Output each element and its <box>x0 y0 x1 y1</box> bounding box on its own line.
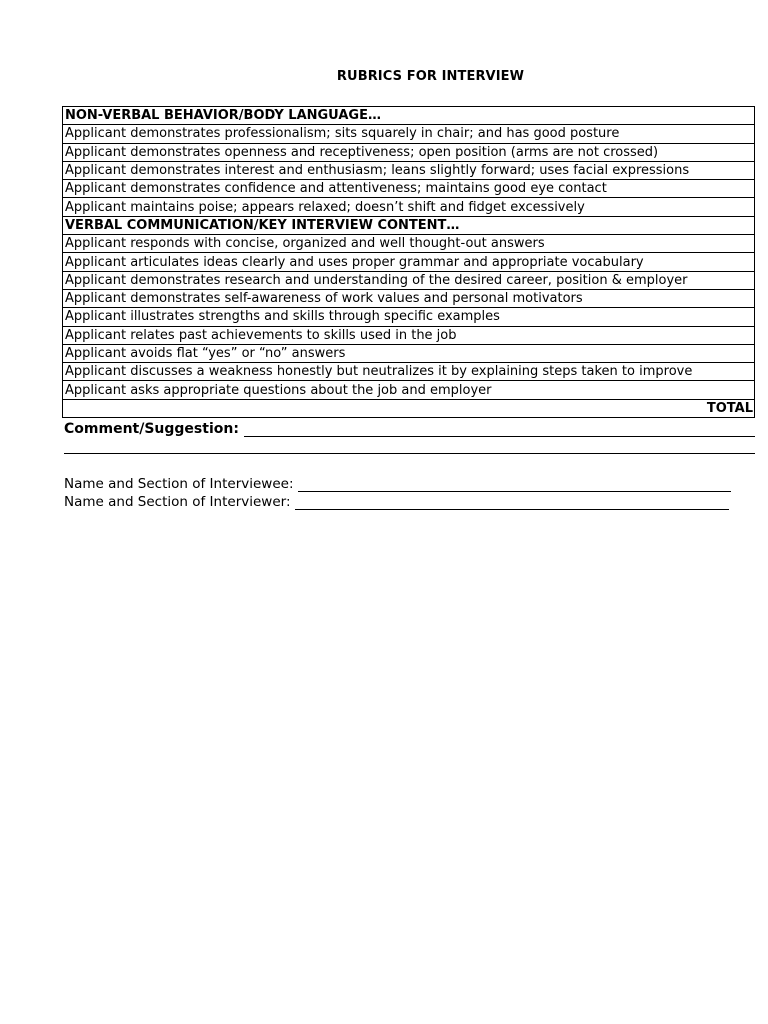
rubric-row <box>63 363 755 381</box>
interviewer-blank-line[interactable] <box>295 496 729 510</box>
interviewer-signature-field <box>64 493 729 510</box>
rubric-total-row <box>63 399 755 417</box>
comment-blank-line-2[interactable] <box>64 453 755 454</box>
document-title: RUBRICS FOR INTERVIEW <box>336 69 525 84</box>
rubric-total-label: TOTAL <box>63 399 755 417</box>
rubric-row <box>63 125 755 143</box>
rubric-criterion: Applicant asks appropriate questions about the job and employer <box>63 381 755 399</box>
comment-section <box>64 419 755 437</box>
rubric-criterion: Applicant demonstrates self-awareness of work values and personal motivators <box>63 289 755 307</box>
comment-blank-line[interactable] <box>244 422 755 437</box>
rubric-table-body <box>63 107 755 418</box>
rubric-criterion: Applicant relates past achievements to skills used in the job <box>63 326 755 344</box>
interviewee-blank-line[interactable] <box>298 478 732 492</box>
rubric-row <box>63 143 755 161</box>
rubric-criterion: Applicant demonstrates research and understanding of the desired career, position & employer <box>63 271 755 289</box>
rubric-criterion: Applicant demonstrates confidence and attentiveness; maintains good eye contact <box>63 180 755 198</box>
comment-label: Comment/Suggestion: <box>64 421 239 437</box>
rubric-row <box>63 289 755 307</box>
rubric-row <box>63 180 755 198</box>
rubric-section-header-nonverbal <box>63 107 755 125</box>
rubric-row <box>63 271 755 289</box>
rubric-criterion: Applicant demonstrates professionalism; sits squarely in chair; and has good posture <box>63 125 755 143</box>
rubric-criterion: Applicant discusses a weakness honestly but neutralizes it by explaining steps taken to improve <box>63 363 755 381</box>
rubric-row <box>63 308 755 326</box>
rubric-criterion: Applicant maintains poise; appears relaxed; doesn’t shift and fidget excessively <box>63 198 755 216</box>
rubric-row <box>63 161 755 179</box>
rubric-row <box>63 198 755 216</box>
rubric-section-header-label: NON-VERBAL BEHAVIOR/BODY LANGUAGE… <box>63 107 755 125</box>
rubric-table <box>62 106 755 418</box>
rubric-section-header-verbal <box>63 216 755 234</box>
rubric-criterion: Applicant avoids flat “yes” or “no” answers <box>63 344 755 362</box>
rubric-section-header-label: VERBAL COMMUNICATION/KEY INTERVIEW CONTENT… <box>63 216 755 234</box>
rubric-row <box>63 253 755 271</box>
interviewee-signature-field <box>64 475 731 492</box>
rubric-row <box>63 381 755 399</box>
rubric-criterion: Applicant demonstrates interest and enthusiasm; leans slightly forward; uses facial expressions <box>63 161 755 179</box>
rubric-row <box>63 235 755 253</box>
rubric-criterion: Applicant articulates ideas clearly and uses proper grammar and appropriate vocabulary <box>63 253 755 271</box>
rubric-criterion: Applicant responds with concise, organized and well thought-out answers <box>63 235 755 253</box>
interviewer-label: Name and Section of Interviewer: <box>64 494 291 510</box>
interviewee-label: Name and Section of Interviewee: <box>64 476 294 492</box>
rubric-row <box>63 344 755 362</box>
rubric-criterion: Applicant demonstrates openness and receptiveness; open position (arms are not crossed) <box>63 143 755 161</box>
rubric-row <box>63 326 755 344</box>
rubric-criterion: Applicant illustrates strengths and skills through specific examples <box>63 308 755 326</box>
